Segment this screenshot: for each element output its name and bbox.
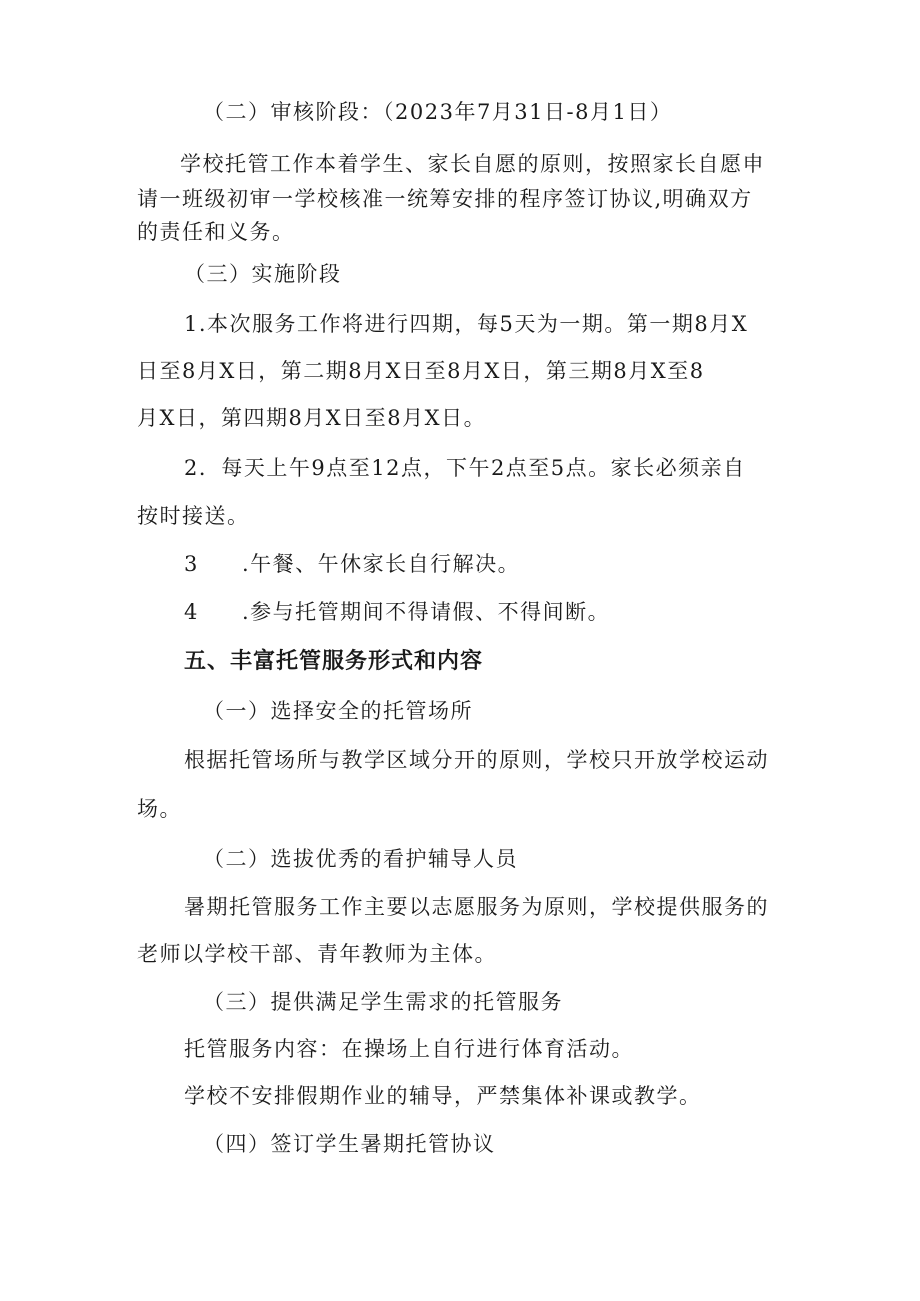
item3-number: 3 — [184, 552, 199, 576]
stage2-body-line-2: 请一班级初审一学校核准一统筹安排的程序签订协议,明确双方 — [137, 187, 753, 211]
s5-sub1-body-line-2: 场。 — [137, 797, 182, 821]
item1-line-3: 月X日，第四期8月X日至8月X日。 — [137, 406, 487, 430]
stage2-heading: （二）审核阶段：（2023年7月31日-8月1日） — [203, 100, 673, 124]
stage3-heading: （三）实施阶段 — [184, 262, 342, 286]
item4-text: .参与托管期间不得请假、不得间断。 — [242, 600, 611, 624]
item4 — [184, 598, 610, 626]
stage2-body-line-1: 学校托管工作本着学生、家长自愿的原则，按照家长自愿申 — [180, 152, 765, 176]
item2-line-2: 按时接送。 — [137, 504, 250, 528]
item1-line-2: 日至8月X日，第二期8月X日至8月X日，第三期8月X至8 — [137, 359, 705, 383]
item4-number: 4 — [184, 600, 199, 624]
item3-text: .午餐、午休家长自行解决。 — [242, 552, 521, 576]
s5-sub3-heading: （三）提供满足学生需求的托管服务 — [203, 990, 563, 1014]
item3 — [184, 550, 520, 578]
s5-sub3-line-1: 托管服务内容：在操场上自行进行体育活动。 — [184, 1037, 634, 1061]
section5-title: 五、丰富托管服务形式和内容 — [184, 649, 484, 674]
s5-sub2-body-line-1: 暑期托管服务工作主要以志愿服务为原则，学校提供服务的 — [184, 895, 769, 919]
s5-sub2-heading: （二）选拔优秀的看护辅导人员 — [203, 847, 518, 871]
item1-line-1: 1.本次服务工作将进行四期，每5天为一期。第一期8月X — [184, 312, 749, 336]
s5-sub1-body-line-1: 根据托管场所与教学区域分开的原则，学校只开放学校运动 — [184, 748, 769, 772]
s5-sub2-body-line-2: 老师以学校干部、青年教师为主体。 — [137, 942, 497, 966]
item2-line-1: 2．每天上午9点至12点，下午2点至5点。家长必须亲自 — [184, 456, 746, 480]
stage2-body-line-3: 的责任和义务。 — [137, 220, 295, 244]
s5-sub4-heading: （四）签订学生暑期托管协议 — [203, 1132, 496, 1156]
s5-sub1-heading: （一）选择安全的托管场所 — [203, 699, 473, 723]
s5-sub3-line-2: 学校不安排假期作业的辅导，严禁集体补课或教学。 — [184, 1084, 702, 1108]
